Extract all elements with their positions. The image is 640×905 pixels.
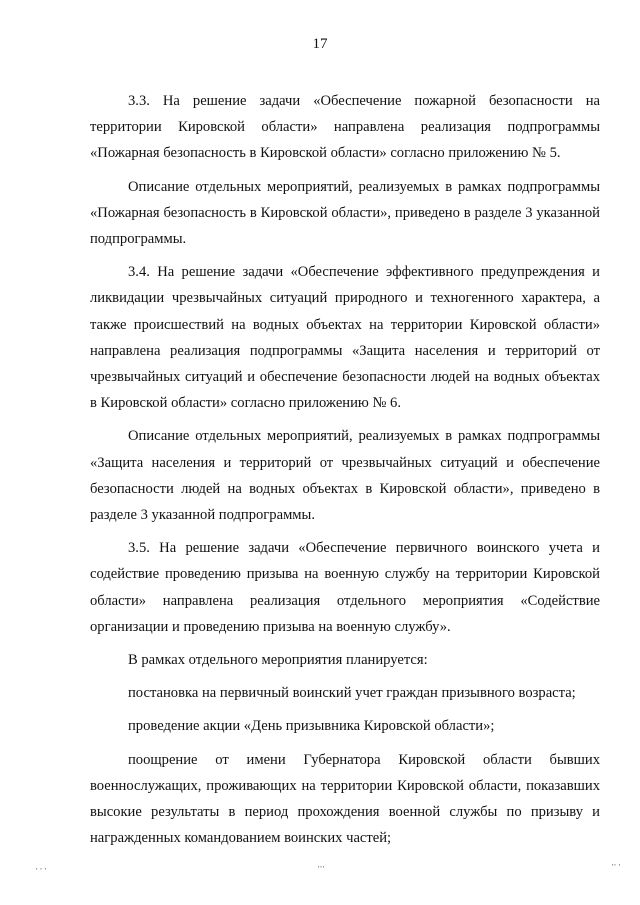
paragraph-planned-intro: В рамках отдельного мероприятия планируется:	[128, 652, 428, 669]
list-item-registration: постановка на первичный воинский учет граждан призывного возраста;	[128, 685, 576, 702]
paragraph-description-fire-safety: Описание отдельных мероприятий, реализуемых в рамках подпрограммы «Пожарная безопасность в Кировской области», приведено в разделе 3 указанной подпрограммы.	[90, 178, 600, 248]
scan-artifact-right: ▪▪ ▪	[612, 862, 622, 867]
list-item-conscript-day: проведение акции «День призывника Кировской области»;	[128, 718, 495, 735]
page-number: 17	[312, 36, 328, 52]
paragraph-description-emergency: Описание отдельных мероприятий, реализуемых в рамках подпрограммы «Защита населения и территорий от чрезвычайных ситуаций и обеспечение безопасности людей на водных объектах в Кировской области», приведено в разделе 3 указанной подпрограммы.	[90, 428, 600, 524]
scan-artifact-left: ▪ ▪ ▪	[36, 866, 48, 871]
paragraph-3-4: 3.4. На решение задачи «Обеспечение эффективного предупреждения и ликвидации чрезвычайных ситуаций природного и техногенного характера, а также происшествий на водных объектах на территории Кировской области» направлена реализация подпрограммы «Защита населения и территорий от чрезвычайных ситуаций и обеспечение безопасности людей на водных объектах в Кировской области» согласно приложению № 6.	[90, 264, 600, 412]
list-item-governor-award: поощрение от имени Губернатора Кировской области бывших военнослужащих, проживающих на территории Кировской области, показавших высокие результаты в период прохождения военной службы по призыву и награжденных командованием воинских частей;	[90, 751, 600, 847]
paragraph-3-3: 3.3. На решение задачи «Обеспечение пожарной безопасности на территории Кировской области» направлена реализация подпрограммы «Пожарная безопасность в Кировской области» согласно приложению № 5.	[90, 93, 600, 162]
paragraph-3-5: 3.5. На решение задачи «Обеспечение первичного воинского учета и содействие проведению призыва на военную службу на территории Кировской области» направлена реализация отдельного мероприятия «Содействие организации и проведению призыва на военную службу».	[90, 540, 600, 635]
scan-artifact-center: ▪▪▪	[318, 864, 326, 869]
document-body	[90, 88, 600, 851]
